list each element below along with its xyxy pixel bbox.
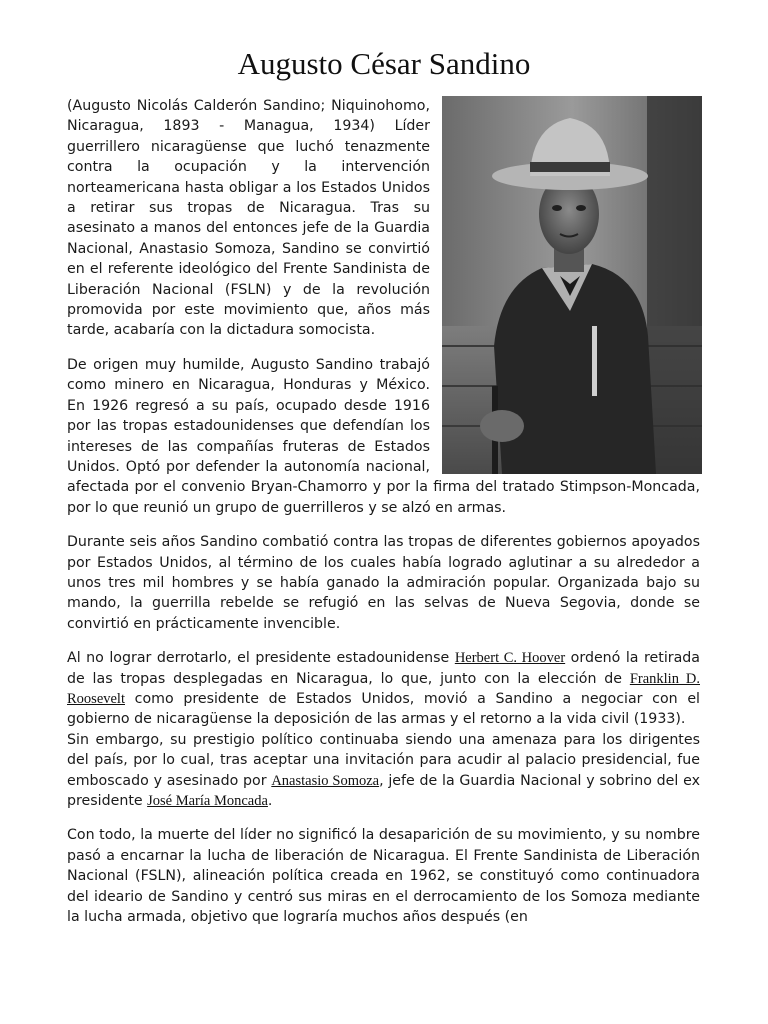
article-body bbox=[67, 96, 700, 941]
portrait-photo bbox=[442, 96, 702, 474]
link-jose-maria-moncada[interactable]: José María Moncada bbox=[147, 793, 268, 809]
paragraph-4 bbox=[67, 648, 700, 811]
paragraph-5: Con todo, la muerte del líder no significó la desaparición de su movimiento, y su nombre pasó a encarnar la lucha de liberación de Nicaragua. El Frente Sandinista de Liberación Nacional (FSLN), alineación política creada en 1962, se constituyó como continuadora del ideario de Sandino y centró sus miras en el derrocamiento de los Somoza mediante la lucha armada, objetivo que lograría muchos años después (en bbox=[67, 827, 700, 926]
paragraph-4-text-5: , jefe de la Guardia Nacional y sobrino del ex presidente bbox=[67, 772, 700, 809]
link-herbert-hoover[interactable]: Herbert C. Hoover bbox=[454, 650, 566, 667]
page-title: Augusto César Sandino bbox=[237, 46, 531, 81]
paragraph-3: Durante seis años Sandino combatió contra las tropas de diferentes gobiernos apoyados por Estados Unidos, al término de los cuales había logrado aglutinar a su alrededor a unos tres mil hombres y se había ganado la admiración popular. Organizada bajo su mando, la guerrilla rebelde se refugió en las selvas de Nueva Segovia, donde se convirtió en prácticamente invencible. bbox=[67, 534, 700, 632]
paragraph-4-text-2: ordenó la retirada de las tropas desplegadas en Nicaragua, lo que, junto con la elección de bbox=[67, 650, 701, 687]
paragraph-4-text-6: . bbox=[267, 793, 273, 809]
paragraph-4-text-1: Al no lograr derrotarlo, el presidente estadounidense bbox=[67, 650, 455, 667]
paragraph-gap bbox=[67, 811, 700, 825]
paragraph-2: De origen muy humilde, Augusto Sandino trabajó como minero en Nicaragua, Honduras y México. En 1926 regresó a su país, ocupado desde 1916 por las tropas estadounidenses que defendían los intereses de las compañías fruteras de Estados Unidos. Optó por defender la autonomía nacional, afectada por el convenio Bryan-Chamorro y por la firma del tratado Stimpson-Moncada, por lo que reunió un grupo de guerrilleros y se alzó en armas. bbox=[67, 356, 700, 516]
paragraph-4-text-3: como presidente de Estados Unidos, movió a Sandino a negociar con el gobierno de nicaragüense la deposición de las armas y el retorno a la vida civil (1933). bbox=[67, 690, 700, 728]
link-anastasio-somoza[interactable]: Anastasio Somoza bbox=[271, 772, 380, 789]
paragraph-4-text-4: Sin embargo, su prestigio político continuaba siendo una amenaza para los dirigentes del país, por lo cual, tras aceptar una invitación para acudir al palacio presidencial, fue emboscado y asesinado por bbox=[67, 731, 700, 789]
paragraph-1: (Augusto Nicolás Calderón Sandino; Niquinohomo, Nicaragua, 1893 - Managua, 1934) Líder guerrillero nicaragüense que luchó tenazmente contra la ocupación y la intervención norteamericana hasta obligar a los Estados Unidos a retirar sus tropas de Nicaragua. Tras su asesinato a manos del entonces jefe de la Guardia Nacional, Anastasio Somoza, Sandino se convirtió en el referente ideológico del Frente Sandinista de Liberación Nacional (FSLN) y de la revolución promovida por este movimiento que, años más tarde, acabaría con la dictadura somocista. bbox=[67, 98, 430, 339]
link-franklin-roosevelt[interactable]: Franklin D. Roosevelt bbox=[67, 670, 700, 707]
